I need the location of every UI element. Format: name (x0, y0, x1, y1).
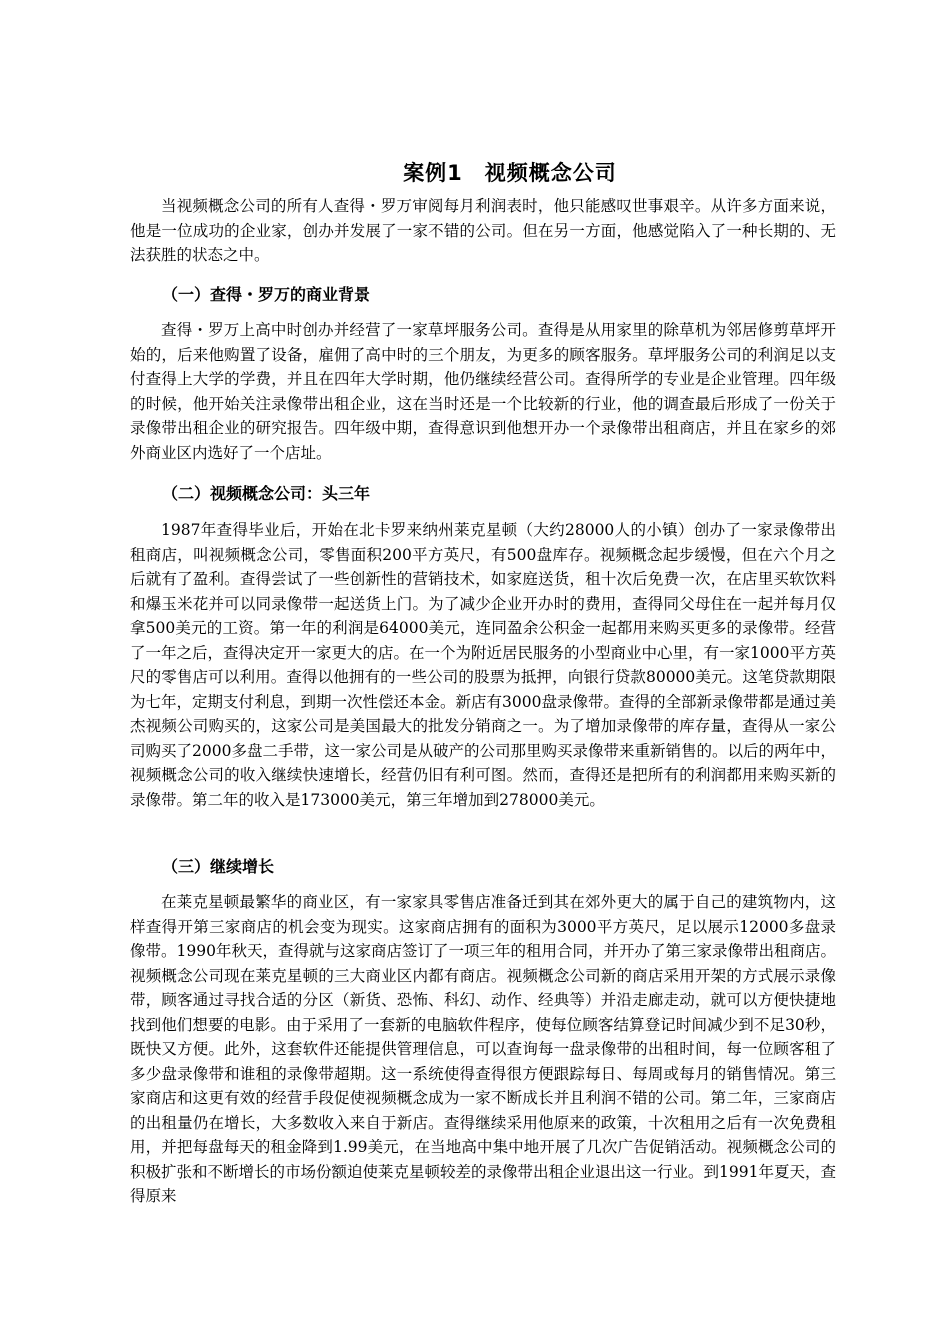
section-heading-continued-growth: （三）继续增长 (162, 857, 275, 876)
section-body-business-background: 查得・罗万上高中时创办并经营了一家草坪服务公司。查得是从用家里的除草机为邻居修剪草坪开始的，后来他购置了设备，雇佣了高中时的三个朋友，为更多的顾客服务。草坪服务公司的利润足以支付查得上大学的学费，并且在四年大学时期，他仍继续经营公司。查得所学的专业是企业管理。四年级的时候，他开始关注录像带出租企业，这在当时还是一个比较新的行业，他的调查最后形成了一份关于录像带出租企业的研究报告。四年级中期，查得意识到他想开办一个录像带出租商店，并且在家乡的郊外商业区内选好了一个店址。 (130, 321, 836, 462)
intro-paragraph: 当视频概念公司的所有人查得・罗万审阅每月利润表时，他只能感叹世事艰辛。从许多方面来说，他是一位成功的企业家，创办并发展了一家不错的公司。但在另一方面，他感觉陷入了一种长期的、无法获胜的状态之中。 (130, 197, 836, 264)
section-body-continued-growth: 在莱克星顿最繁华的商业区，有一家家具零售店准备迁到其在郊外更大的属于自己的建筑物内，这样查得开第三家商店的机会变为现实。这家商店拥有的面积为3000平方英尺，足以展示12000多盘录像带。1990年秋天，查得就与这家商店签订了一项三年的租用合同，并开办了第三家录像带出租商店。视频概念公司现在莱克星顿的三大商业区内都有商店。视频概念公司新的商店采用开架的方式展示录像带，顾客通过寻找合适的分区（新货、恐怖、科幻、动作、经典等）并沿走廊走动，就可以方便快捷地找到他们想要的电影。由于采用了一套新的电脑软件程序，使每位顾客结算登记时间减少到不足30秒，既快又方便。此外，这套软件还能提供管理信息，可以查询每一盘录像带的出租时间，每一位顾客租了多少盘录像带和谁租的录像带超期。这一系统使得查得很方便跟踪每日、每周或每月的销售情况。第三家商店和这更有效的经营手段促使视频概念成为一家不断成长并且利润不错的公司。第二年，三家商店的出租量仍在增长，大多数收入来自于新店。查得继续采用他原来的政策，十次租用之后有一次免费租用，并把每盘每天的租金降到1.99美元，在当地高中集中地开展了几次广告促销活动。视频概念公司的积极扩张和不断增长的市场份额迫使莱克星顿较差的录像带出租企业退出这一行业。到1991年夏天，查得原来 (130, 893, 836, 1205)
section-heading-first-three-years: （二）视频概念公司：头三年 (162, 484, 371, 503)
section-body-first-three-years: 1987年查得毕业后，开始在北卡罗来纳州莱克星顿（大约28000人的小镇）创办了一家录像带出租商店，叫视频概念公司，零售面积200平方英尺，有500盘库存。视频概念起步缓慢，但在六个月之后就有了盈利。查得尝试了一些创新性的营销技术，如家庭送货，租十次后免费一次，在店里买软饮料和爆玉米花并可以同录像带一起送货上门。为了减少企业开办时的费用，查得同父母住在一起并每月仅拿500美元的工资。第一年的利润是64000美元，连同盈余公积金一起都用来购买更多的录像带。经营了一年之后，查得决定开一家更大的店。在一个为附近居民服务的小型商业中心里，有一家1000平方英尺的零售店可以利用。查得以他拥有的一些公司的股票为抵押，向银行贷款80000美元。这笔贷款期限为七年，定期支付利息，到期一次性偿还本金。新店有3000盘录像带。查得的全部新录像带都是通过美杰视频公司购买的，这家公司是美国最大的批发分销商之一。为了增加录像带的库存量，查得从一家公司购买了2000多盘二手带，这一家公司是从破产的公司那里购买录像带来重新销售的。以后的两年中，视频概念公司的收入继续快速增长，经营仍旧有利可图。然而，查得还是把所有的利润都用来购买新的录像带。第二年的收入是173000美元，第三年增加到278000美元。 (130, 521, 836, 809)
section-heading-business-background: （一）查得・罗万的商业背景 (162, 285, 371, 304)
document-title: 案例1 视频概念公司 (403, 161, 617, 186)
